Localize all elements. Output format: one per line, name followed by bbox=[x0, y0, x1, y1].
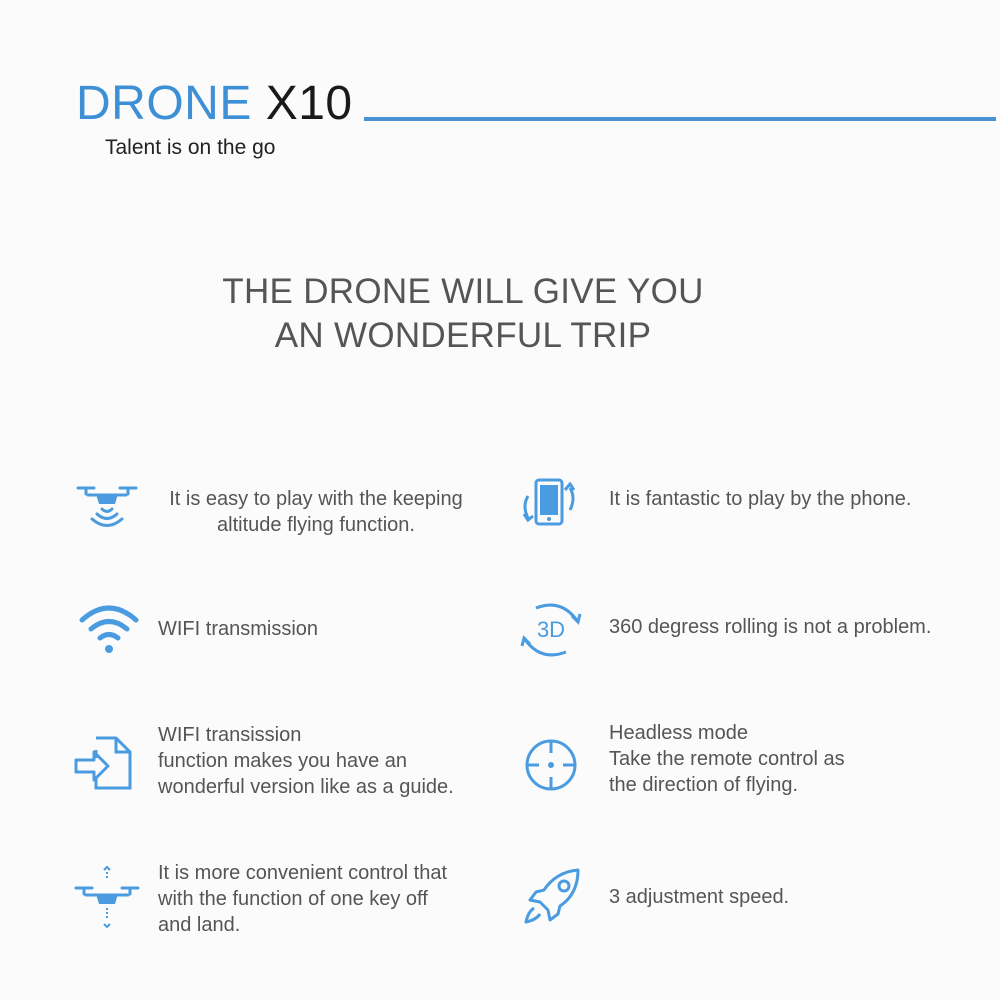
feature-text-line: 3 adjustment speed. bbox=[609, 886, 790, 908]
feature-text-line: altitude flying function. bbox=[217, 514, 415, 536]
file-transfer-icon bbox=[70, 728, 140, 798]
altitude-hold-drone-icon bbox=[72, 474, 142, 544]
headline-line-1: THE DRONE WILL GIVE YOU bbox=[222, 272, 704, 311]
svg-text:3D: 3D bbox=[536, 617, 566, 642]
feature-text-line: Headless mode bbox=[609, 722, 748, 744]
feature-3d-rolling-text bbox=[609, 614, 931, 640]
feature-text-line: It is fantastic to play by the phone. bbox=[609, 488, 912, 510]
feature-text-line: It is easy to play with the keeping bbox=[169, 488, 463, 510]
brand-word: DRONE bbox=[76, 77, 252, 130]
one-key-takeoff-drone-icon bbox=[72, 864, 142, 934]
brand-block bbox=[76, 76, 353, 159]
headline bbox=[0, 270, 926, 358]
feature-text-line: wonderful version like as a guide. bbox=[158, 776, 454, 798]
brand-model: X10 bbox=[265, 77, 353, 130]
rocket-icon bbox=[518, 862, 588, 932]
brand-tagline: Talent is on the go bbox=[105, 136, 276, 159]
headline-line-2: AN WONDERFUL TRIP bbox=[274, 316, 652, 355]
feature-text-line: with the function of one key off bbox=[158, 888, 428, 910]
wifi-icon bbox=[74, 594, 144, 664]
feature-speed-text bbox=[609, 884, 789, 910]
feature-headless-mode-text bbox=[609, 720, 845, 798]
phone-rotate-icon bbox=[514, 468, 584, 538]
header-divider bbox=[364, 117, 996, 121]
feature-text-line: It is more convenient control that bbox=[158, 862, 448, 884]
crosshair-icon bbox=[516, 730, 586, 800]
feature-altitude-hold-text bbox=[156, 486, 476, 538]
feature-text-line: WIFI transmission bbox=[158, 618, 319, 640]
feature-wifi-text bbox=[158, 616, 318, 642]
feature-one-key-control-text bbox=[158, 860, 447, 938]
brand-title bbox=[76, 76, 353, 132]
feature-text-line: function makes you have an bbox=[158, 750, 408, 772]
feature-text-line: the direction of flying. bbox=[609, 774, 798, 796]
3d-rotation-icon bbox=[516, 594, 586, 664]
feature-text-line: 360 degress rolling is not a problem. bbox=[609, 616, 932, 638]
feature-text-line: Take the remote control as bbox=[609, 748, 845, 770]
feature-text-line: and land. bbox=[158, 914, 241, 936]
feature-phone-control-text bbox=[609, 486, 911, 512]
feature-wifi-guide-text bbox=[158, 722, 454, 800]
feature-text-line: WIFI transission bbox=[158, 724, 302, 746]
